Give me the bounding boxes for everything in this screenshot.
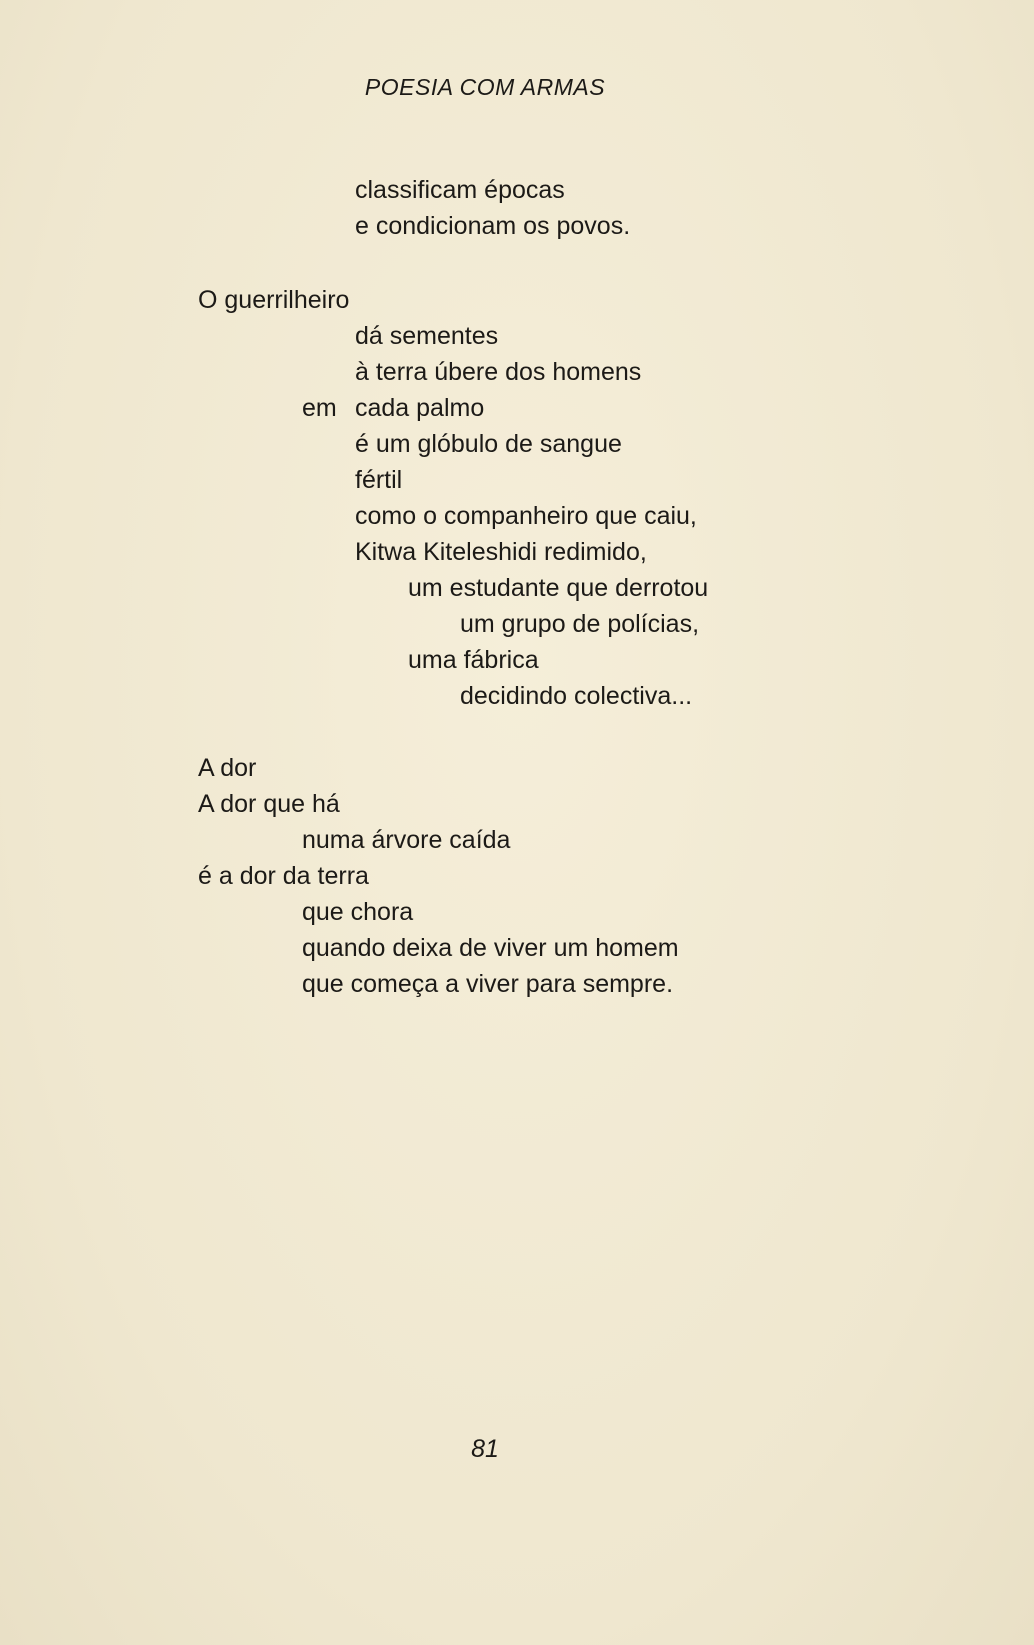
verse-line: cada palmo: [355, 394, 485, 422]
verse-line: O guerrilheiro: [198, 286, 350, 314]
verse-line: Kitwa Kiteleshidi redimido,: [355, 538, 647, 566]
verse-line: A dor: [198, 754, 257, 782]
running-title: POESIA COM ARMAS: [364, 74, 606, 100]
verse-line: e condicionam os povos.: [355, 212, 631, 240]
verse-line: A dor que há: [198, 790, 340, 818]
verse-line: numa árvore caída: [302, 826, 511, 854]
verse-line: em: [302, 394, 337, 422]
verse-line: dá sementes: [355, 322, 499, 350]
verse-line: classificam épocas: [355, 176, 565, 204]
verse-line: decidindo colectiva...: [460, 682, 693, 710]
verse-line: um estudante que derrotou: [408, 574, 709, 602]
verse-line: fértil: [355, 466, 403, 494]
verse-line: que chora: [302, 898, 414, 926]
verse-line: é a dor da terra: [198, 862, 369, 890]
verse-line: à terra úbere dos homens: [355, 358, 642, 386]
verse-line: como o companheiro que caiu,: [355, 502, 697, 530]
page-number: 81: [471, 1435, 499, 1463]
verse-line: é um glóbulo de sangue: [355, 430, 622, 458]
verse-line: que começa a viver para sempre.: [302, 970, 674, 998]
verse-line: um grupo de polícias,: [460, 610, 700, 638]
verse-line: uma fábrica: [408, 646, 539, 674]
verse-line: quando deixa de viver um homem: [302, 934, 679, 962]
